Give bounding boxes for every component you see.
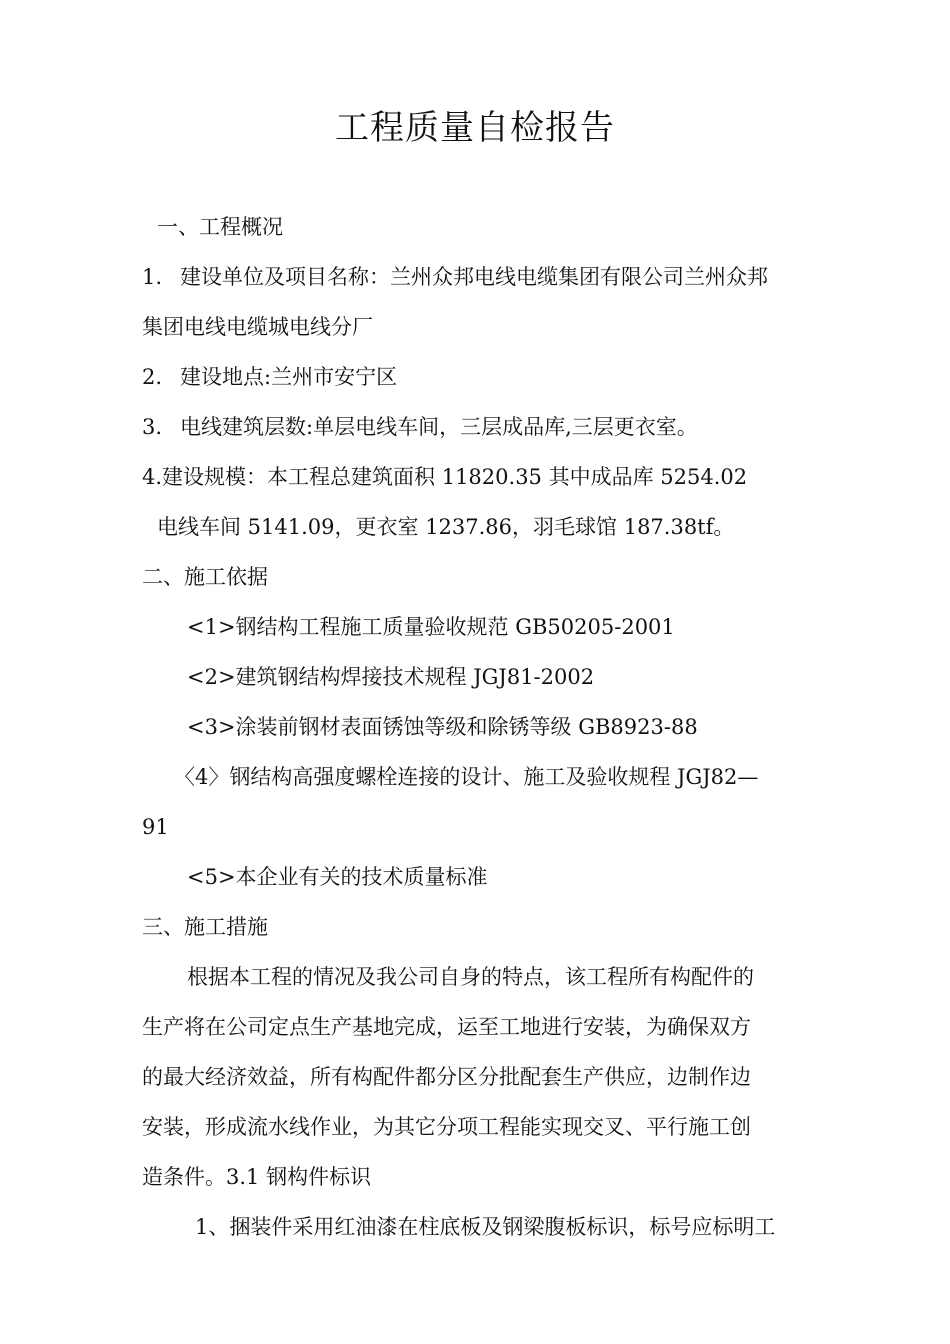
paragraph-line: 生产将在公司定点生产基地完成，运至工地进行安装，为确保双方	[142, 1015, 751, 1039]
item-1	[142, 262, 768, 292]
item-number: 1.	[142, 265, 163, 289]
section-heading-measures: 三、施工措施	[142, 915, 268, 939]
paragraph-line: 91	[142, 815, 169, 839]
paragraph-line: 安装，形成流水线作业，为其它分项工程能实现交叉、平行施工创	[142, 1115, 751, 1139]
item-text: 建设单位及项目名称：兰州众邦电线电缆集团有限公司兰州众邦	[180, 265, 768, 289]
paragraph-line: 电线车间 5141.09，更衣室 1237.86，羽毛球馆 187.38tf。	[157, 515, 735, 539]
paragraph-line: 的最大经济效益，所有构配件都分区分批配套生产供应，边制作边	[142, 1065, 751, 1089]
item-2	[142, 362, 397, 392]
basis-item-4: 〈4〉钢结构高强度螺栓连接的设计、施工及验收规程 JGJ82—	[174, 765, 759, 789]
basis-item-3: <3>涂装前钢材表面锈蚀等级和除锈等级 GB8923-88	[187, 715, 698, 739]
paragraph-line: 1、捆装件采用红油漆在柱底板及钢梁腹板标识，标号应标明工	[195, 1215, 776, 1239]
paragraph-line: 根据本工程的情况及我公司自身的特点，该工程所有构配件的	[187, 965, 754, 989]
document-title: 工程质量自检报告	[335, 108, 615, 148]
item-number: 3.	[142, 415, 163, 439]
basis-item-5: <5>本企业有关的技术质量标准	[187, 865, 488, 889]
item-text: 建设地点:兰州市安宁区	[180, 365, 398, 389]
basis-item-1: <1>钢结构工程施工质量验收规范 GB50205-2001	[187, 615, 675, 639]
item-4: 4.建设规模：本工程总建筑面积 11820.35 其中成品库 5254.02	[142, 465, 748, 489]
item-3	[142, 412, 698, 442]
paragraph-line: 集团电线电缆城电线分厂	[142, 315, 373, 339]
paragraph-line: 造条件。3.1 钢构件标识	[142, 1165, 372, 1189]
basis-item-2: <2>建筑钢结构焊接技术规程 JGJ81-2002	[187, 665, 595, 689]
item-number: 2.	[142, 365, 163, 389]
item-text: 电线建筑层数:单层电线车间，三层成品库,三层更衣室。	[180, 415, 698, 439]
section-heading-basis: 二、施工依据	[142, 565, 268, 589]
section-heading-overview: 一、工程概况	[157, 215, 283, 239]
